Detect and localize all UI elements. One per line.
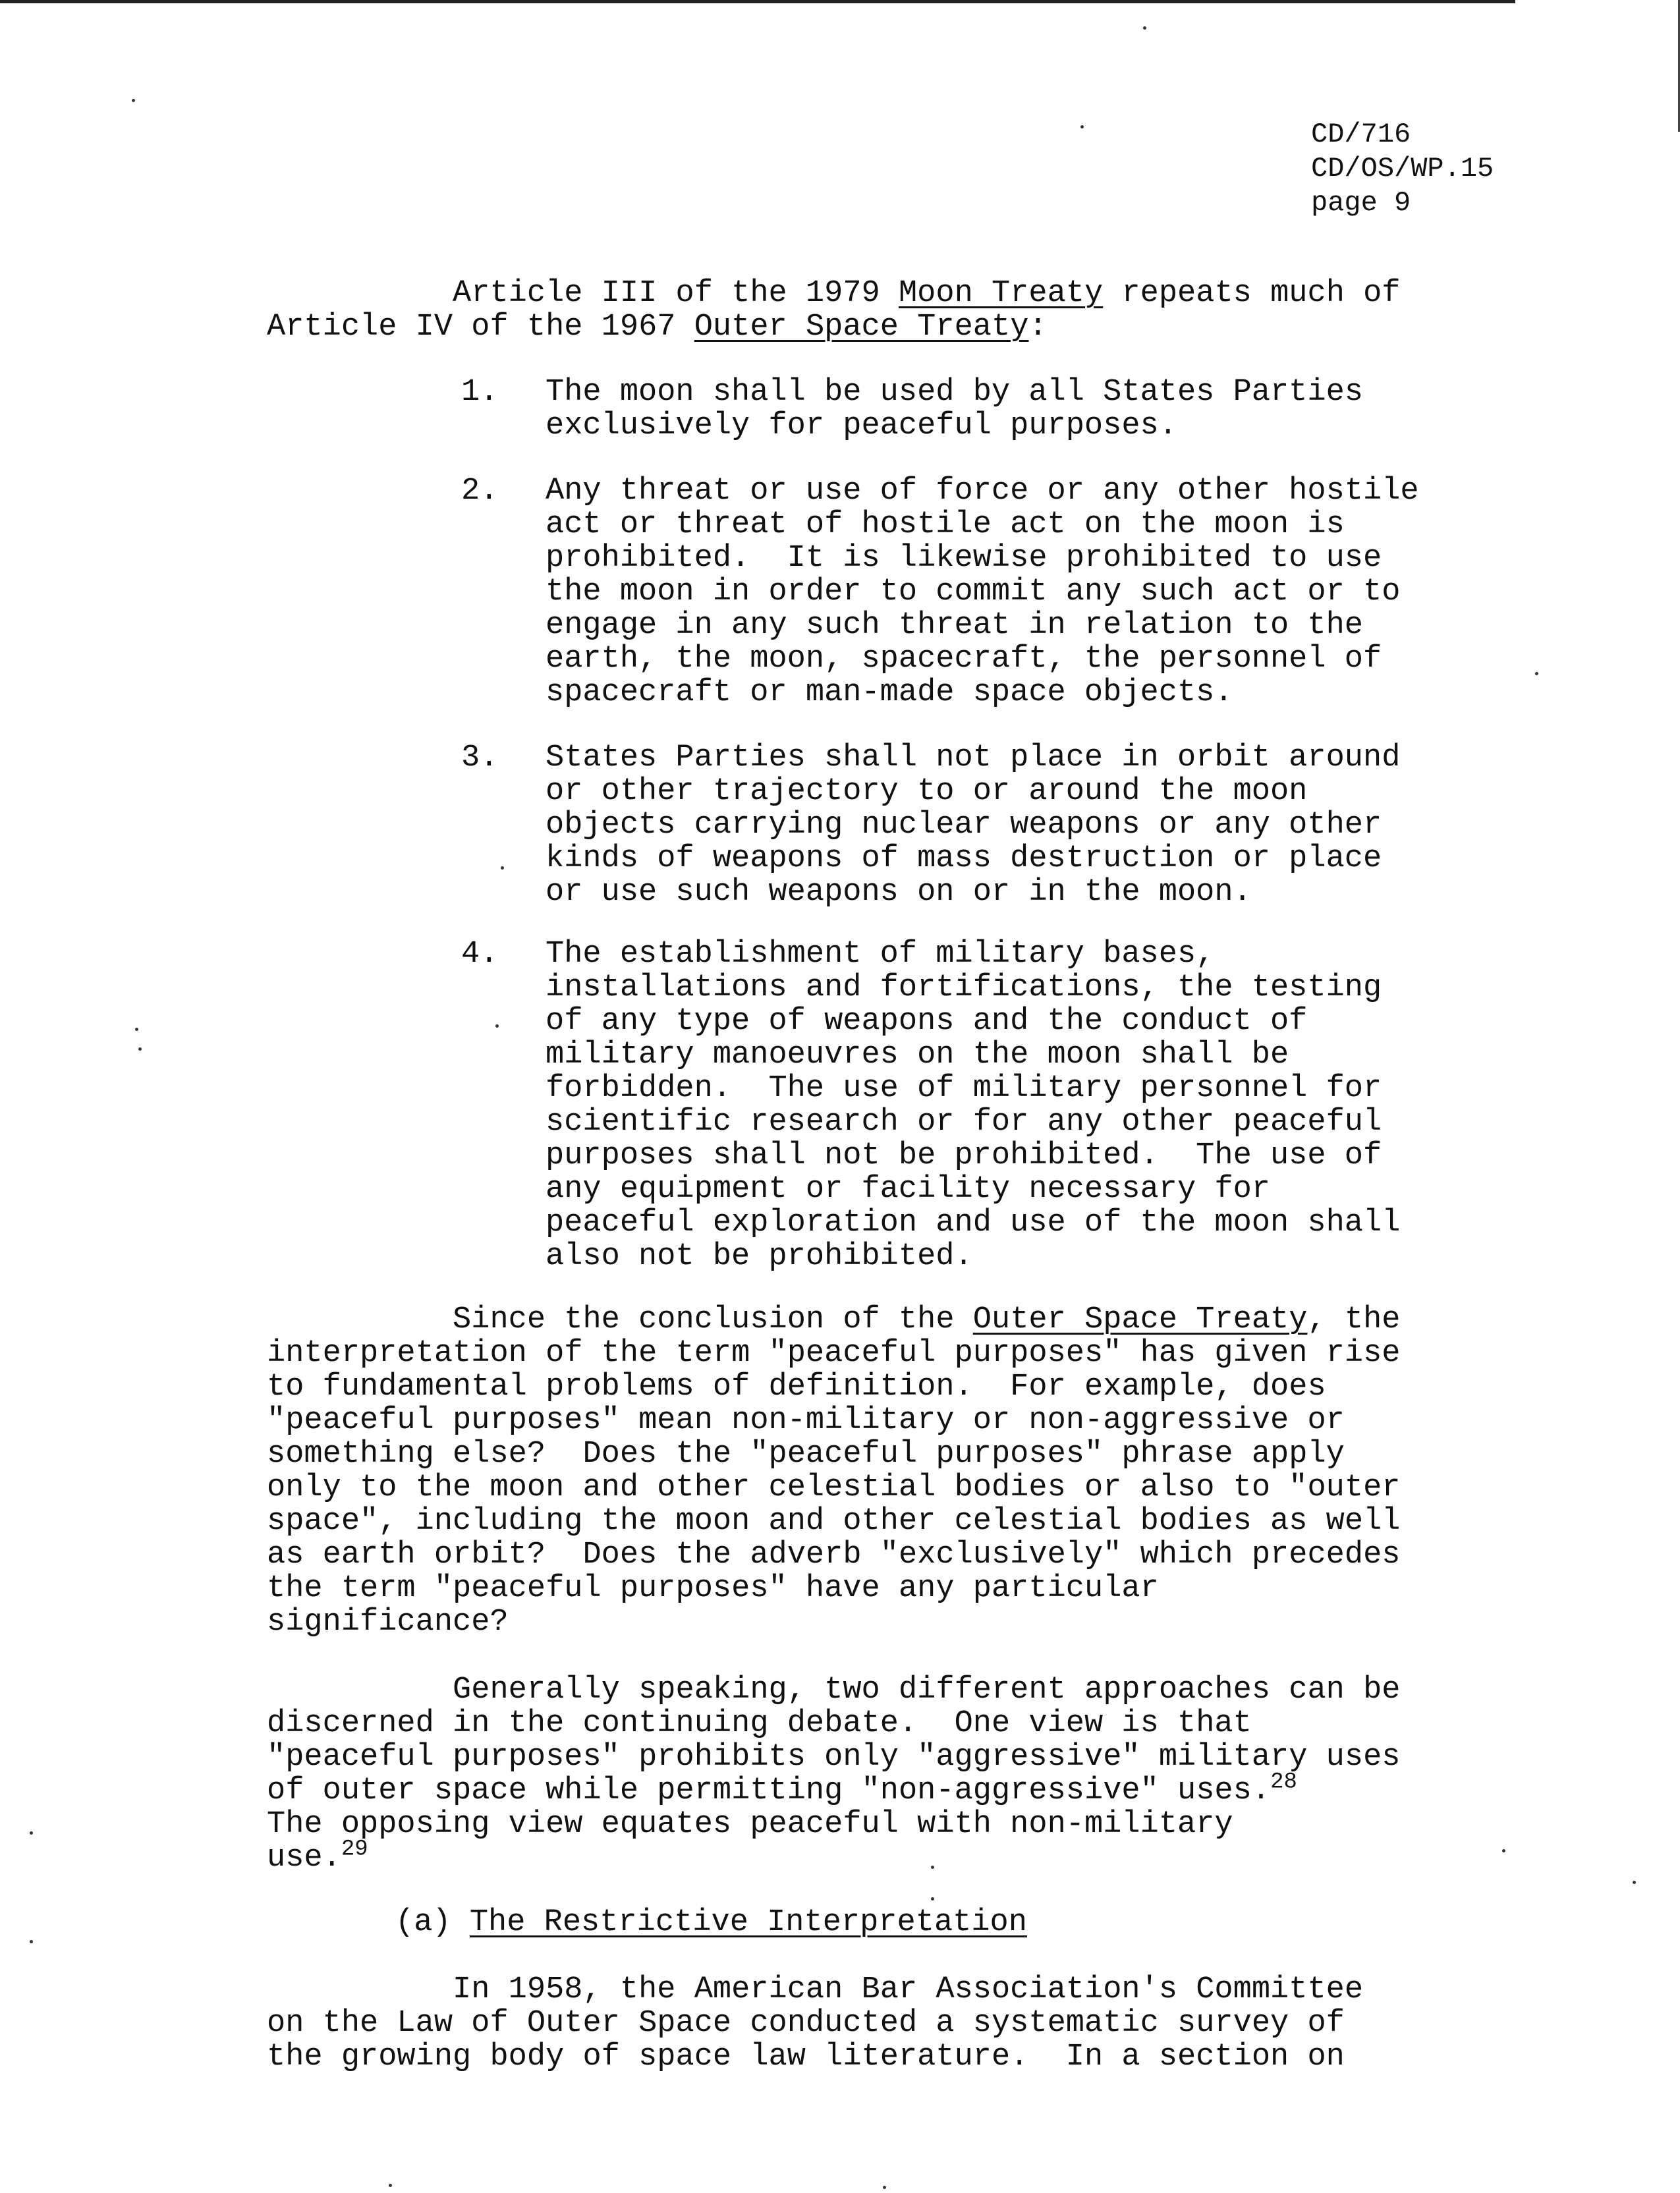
scan-speck — [1633, 1881, 1636, 1884]
since-line1-post: , the — [1307, 1302, 1401, 1337]
footnote-ref-28: 28 — [1270, 1769, 1297, 1795]
item-text: States Parties shall not place in orbit around or other trajectory to or around the moon objects carrying nuclear weapons or any other kinds of weapons of mass destruction or place or use such weapons on or in the moon. — [546, 740, 1401, 910]
item-number: 1. — [461, 375, 499, 410]
item-text: The establishment of military bases, installations and fortifications, the testing of any type of weapons and the conduct of military manoeuvres on the moon shall be forbidden. The use of military personnel for scientific research or for any other peaceful purposes shall not be prohibited. The use of any equipment or facility necessary for peaceful exploration and use of the moon shall also not be prohibited. — [546, 937, 1401, 1274]
moon-treaty-title: Moon Treaty — [898, 276, 1104, 311]
scan-speck — [931, 1897, 934, 1901]
section-heading-restrictive — [395, 1906, 1027, 1939]
intro-paragraph — [267, 277, 1505, 344]
scan-speck — [1080, 125, 1084, 128]
item-text: The moon shall be used by all States Parties exclusively for peaceful purposes. — [546, 375, 1364, 443]
para-1958-text: In 1958, the American Bar Association's Committee on the Law of Outer Space conducted a systematic survey of the growing body of space law literature. In a section on — [267, 1972, 1364, 2074]
scan-speck — [132, 99, 135, 102]
scan-speck — [501, 866, 504, 870]
document-reference — [1311, 117, 1494, 220]
since-body: interpretation of the term "peaceful purposes" has given rise to fundamental problems of definition. For example, does "peaceful purposes" mean non-military or non-aggressive or something else? Does the "peaceful purposes" phrase apply only to the moon and other celestial bodies or also to "outer space", including the moon and other celestial bodies as well as earth orbit? Does the adverb "exclusively" which precedes the term "peaceful purposes" have any particular significance? — [267, 1336, 1401, 1640]
general-body: Generally speaking, two different approaches can be discerned in the continuing debate. One view is that "peaceful purposes" prohibits only "aggressive" military uses of outer space while permitting "non-aggressive" uses. — [267, 1673, 1401, 1808]
paragraph-generally-speaking — [267, 1673, 1505, 1875]
paragraph-1958 — [267, 1973, 1505, 2074]
scan-speck — [30, 1940, 33, 1943]
top-scan-border — [0, 0, 1515, 3]
doc-symbol: CD/716 — [1311, 119, 1411, 150]
outer-space-treaty-title: Outer Space Treaty — [694, 310, 1029, 345]
intro-line2-pre: Article IV of the 1967 — [267, 310, 694, 345]
item-text: Any threat or use of force or any other hostile act or threat of hostile act on the moon is prohibited. It is likewise prohibited to use the moon in order to commit any such act or to engage in any such threat in relation to the earth, the moon, spacecraft, the personnel of spacecraft or man-made space objects. — [546, 474, 1419, 710]
general-line-opposing: The opposing view equates peaceful with non-military — [267, 1807, 1233, 1842]
scan-speck — [1143, 26, 1146, 30]
intro-line2-post: : — [1028, 310, 1048, 345]
paragraph-since-conclusion — [267, 1303, 1505, 1639]
item-number: 3. — [461, 740, 499, 775]
section-label: (a) — [395, 1905, 470, 1940]
item-number: 2. — [461, 474, 499, 509]
scan-speck — [883, 2186, 886, 2189]
scan-speck — [389, 2184, 392, 2187]
intro-line1-post: repeats much of — [1103, 276, 1401, 311]
doc-subsymbol: CD/OS/WP.15 — [1311, 153, 1494, 184]
item-number: 4. — [461, 937, 499, 972]
scan-speck — [30, 1831, 33, 1835]
scan-speck — [931, 1866, 934, 1869]
scan-speck — [1502, 1849, 1505, 1852]
outer-space-treaty-title-2: Outer Space Treaty — [972, 1302, 1308, 1337]
page-number: page 9 — [1311, 187, 1411, 219]
scan-speck — [1535, 672, 1538, 675]
general-line-use: use. — [267, 1841, 341, 1875]
scan-speck — [495, 1024, 499, 1028]
scan-speck — [138, 1047, 142, 1051]
since-line1-pre: Since the conclusion of the — [267, 1302, 973, 1337]
section-title: The Restrictive Interpretation — [469, 1905, 1027, 1940]
footnote-ref-29: 29 — [341, 1837, 368, 1862]
intro-line1-pre: Article III of the 1979 — [267, 276, 899, 311]
scan-speck — [135, 1028, 138, 1031]
